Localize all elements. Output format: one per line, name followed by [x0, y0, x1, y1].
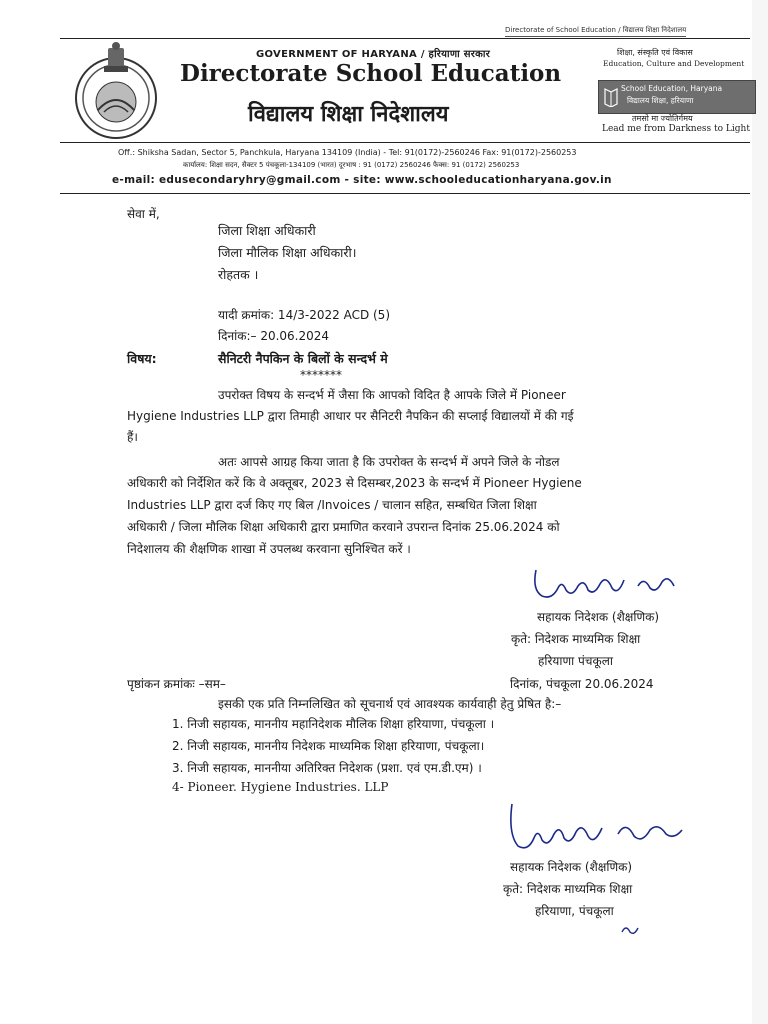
- address-hi: कार्यालय: शिक्षा सदन, सैक्टर 5 पंचकूला-134109 (भारत) दूरभाष : 91 (0172) 2560246 फैक्स: 91 (0172) 2560253: [183, 161, 520, 169]
- signature-1-office: कृते: निदेशक माध्यमिक शिक्षा: [511, 632, 641, 646]
- copy-item-3: 3. निजी सहायक, माननीया अतिरिक्त निदेशक (प्रशा. एवं एम.डी.एम) ।: [172, 761, 482, 775]
- subject-stars: *******: [300, 368, 342, 382]
- addressee-line-3: रोहतक ।: [218, 267, 259, 282]
- directorate-title-hi: विद्यालय शिक्षा निदेशालय: [248, 102, 449, 127]
- para2-line-1: अतः आपसे आग्रह किया जाता है कि उपरोक्त के सन्दर्भ में अपने जिले के नोडल: [218, 455, 560, 469]
- department-en: Education, Culture and Development: [603, 59, 745, 68]
- para1-line-1: उपरोक्त विषय के सन्दर्भ में जैसा कि आपको विदित है आपके जिले में Pioneer: [218, 388, 566, 402]
- signature-1-place: हरियाणा पंचकूला: [538, 654, 613, 668]
- endorsement-date: दिनांक, पंचकूला 20.06.2024: [510, 677, 654, 691]
- contact-line: e-mail: edusecondaryhry@gmail.com - site: www.schooleducationharyana.gov.in: [112, 174, 612, 186]
- school-education-logo: [598, 80, 756, 114]
- signature-2-place: हरियाणा, पंचकूला: [535, 904, 614, 918]
- signature-1-mark: [528, 560, 688, 610]
- department-hi: शिक्षा, संस्कृति एवं विकास: [617, 48, 693, 57]
- signature-1-designation: सहायक निदेशक (शैक्षणिक): [537, 610, 660, 624]
- header-top-rule: [60, 38, 750, 39]
- header-bottom-rule: [60, 142, 750, 143]
- motto-hi: तमसो मा ज्योतिर्गमय: [632, 114, 693, 123]
- directorate-title-en: Directorate School Education: [180, 60, 562, 87]
- top-note: Directorate of School Education / विद्यालय शिक्षा निदेशालय: [505, 26, 686, 37]
- endorsement-label: पृष्ठांकन क्रमांकः –सम–: [127, 677, 226, 691]
- contact-rule: [60, 193, 750, 194]
- logo-line-1: School Education, Haryana: [621, 84, 723, 93]
- copy-item-1: 1. निजी सहायक, माननीय महानिदेशक मौलिक शिक्षा हरियाणा, पंचकूला ।: [172, 717, 495, 731]
- para2-line-4: अधिकारी / जिला मौलिक शिक्षा अधिकारी द्वारा प्रमाणित करवाने उपरान्त दिनांक 25.06.2024 को: [127, 520, 560, 534]
- haryana-emblem-icon: [64, 40, 168, 144]
- para1-line-3: हैं।: [127, 430, 138, 444]
- copy-item-2: 2. निजी सहायक, माननीय निदेशक माध्यमिक शिक्षा हरियाणा, पंचकूला।: [172, 739, 485, 753]
- para2-line-2: अधिकारी को निर्देशित करें कि वे अक्तूबर, 2023 से दिसम्बर,2023 के सन्दर्भ में Pioneer Hygiene: [127, 476, 582, 490]
- addressee-line-1: जिला शिक्षा अधिकारी: [218, 223, 316, 238]
- initials-mark: [620, 922, 642, 938]
- subject-label: विषय:: [127, 351, 157, 366]
- para2-line-5: निदेशालय की शैक्षणिक शाखा में उपलब्ध करवाना सुनिश्चित करें ।: [127, 542, 411, 556]
- signature-2-designation: सहायक निदेशक (शैक्षणिक): [510, 860, 633, 874]
- logo-line-2: विद्यालय शिक्षा, हरियाणा: [627, 96, 694, 105]
- signature-2-mark: [506, 800, 696, 860]
- book-icon: [603, 87, 619, 107]
- subject-text: सैनिटरी नैपकिन के बिलों के सन्दर्भ मे: [218, 351, 388, 366]
- address-en: Off.: Shiksha Sadan, Sector 5, Panchkula, Haryana 134109 (India) - Tel: 91(0172)-2560246 Fax: 91(0172)-2560253: [118, 148, 577, 157]
- para1-line-2: Hygiene Industries LLP द्वारा तिमाही आधार पर सैनिटरी नैपकिन की सप्लाई विद्यालयों में की गई: [127, 409, 574, 423]
- signature-2-office: कृते: निदेशक माध्यमिक शिक्षा: [503, 882, 633, 896]
- copy-item-4: 4- Pioneer. Hygiene Industries. LLP: [172, 780, 389, 794]
- salutation: सेवा में,: [127, 207, 160, 221]
- page-edge: [752, 0, 768, 1024]
- endorsement-intro: इसकी एक प्रति निम्नलिखित को सूचनार्थ एवं आवश्यक कार्यवाही हेतु प्रेषित है:–: [218, 697, 562, 711]
- addressee-line-2: जिला मौलिक शिक्षा अधिकारी।: [218, 245, 357, 260]
- memo-number: यादी क्रमांक: 14/3-2022 ACD (5): [218, 308, 390, 322]
- letter-date: दिनांक:– 20.06.2024: [218, 329, 330, 343]
- para2-line-3: Industries LLP द्वारा दर्ज किए गए बिल /Invoices / चालान सहित, सम्बधित जिला शिक्षा: [127, 498, 537, 512]
- motto-en: Lead me from Darkness to Light: [602, 124, 750, 134]
- government-label: GOVERNMENT OF HARYANA / हरियाणा सरकार: [256, 49, 491, 60]
